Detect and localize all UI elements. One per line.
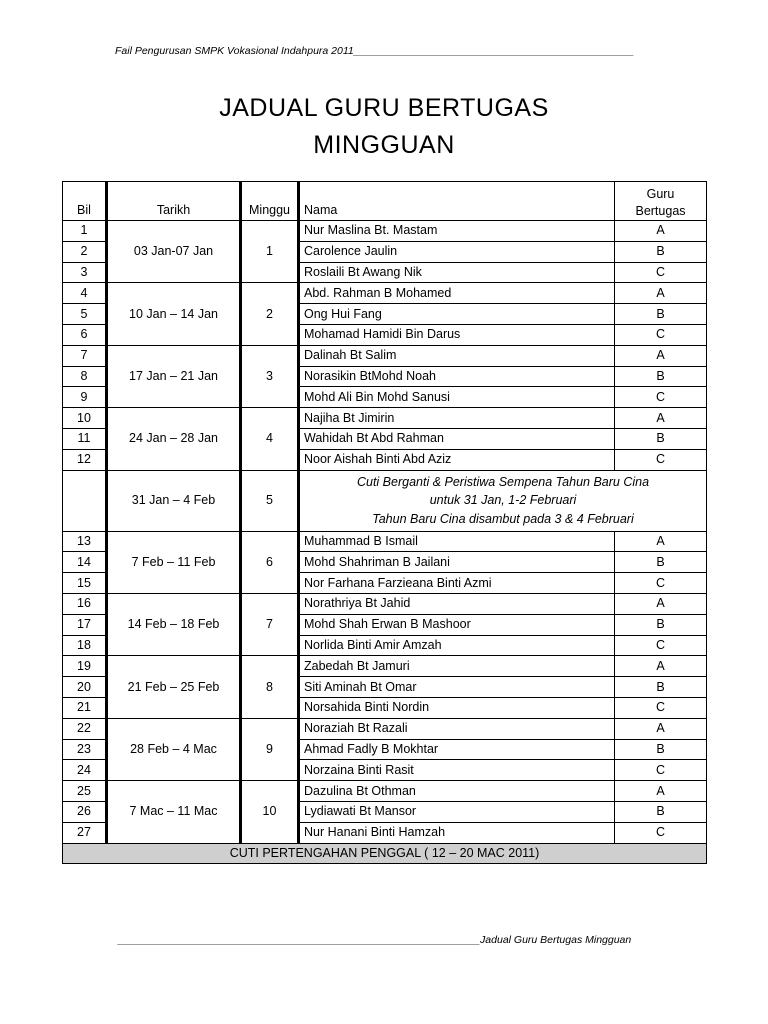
row-bil: 25 [63,781,107,802]
table-header-row [63,182,707,221]
row-bil: 26 [63,801,107,822]
header-guru-bertugas [615,182,707,221]
week-minggu: 7 [241,593,299,655]
row-guru-bertugas: A [615,781,707,802]
row-nama: Nur Hanani Binti Hamzah [299,822,615,843]
row-nama: Zabedah Bt Jamuri [299,656,615,677]
row-guru-bertugas: C [615,635,707,656]
header-bil: Bil [63,182,107,221]
week-tarikh: 17 Jan – 21 Jan [107,345,241,407]
row-nama: Ong Hui Fang [299,304,615,325]
row-bil: 7 [63,345,107,366]
row-nama: Nor Farhana Farzieana Binti Azmi [299,573,615,594]
row-nama: Dazulina Bt Othman [299,781,615,802]
row-bil: 1 [63,221,107,242]
schedule-body [63,221,707,864]
week-minggu: 2 [241,283,299,345]
row-bil: 8 [63,366,107,387]
week-minggu: 5 [241,470,299,531]
row-guru-bertugas: A [615,718,707,739]
row-bil: 6 [63,324,107,345]
row-bil: 21 [63,697,107,718]
row-nama: Carolence Jaulin [299,241,615,262]
holiday-note-line: untuk 31 Jan, 1-2 Februari [429,493,577,508]
week-tarikh: 10 Jan – 14 Jan [107,283,241,345]
midterm-break-row [63,843,707,864]
week-tarikh: 14 Feb – 18 Feb [107,593,241,655]
row-guru-bertugas: A [615,221,707,242]
row-guru-bertugas: C [615,449,707,470]
week-minggu: 1 [241,221,299,283]
row-nama: Mohd Shahriman B Jailani [299,552,615,573]
row-guru-bertugas: C [615,760,707,781]
row-bil: 16 [63,593,107,614]
week-minggu: 9 [241,718,299,780]
table-row [63,593,707,614]
row-guru-bertugas: C [615,697,707,718]
row-bil: 18 [63,635,107,656]
holiday-note-line: Cuti Berganti & Peristiwa Sempena Tahun Baru Cina [356,474,650,489]
row-nama: Norasikin BtMohd Noah [299,366,615,387]
row-bil: 14 [63,552,107,573]
table-row [63,408,707,429]
holiday-note [299,470,707,531]
row-bil: 9 [63,387,107,408]
row-guru-bertugas: B [615,552,707,573]
row-nama: Wahidah Bt Abd Rahman [299,428,615,449]
week-tarikh: 31 Jan – 4 Feb [107,470,241,531]
week-tarikh: 28 Feb – 4 Mac [107,718,241,780]
row-guru-bertugas: B [615,801,707,822]
row-bil: 10 [63,408,107,429]
document-header: Fail Pengurusan SMPK Vokasional Indahpura 2011________________________________________________ [115,45,635,57]
row-bil: 20 [63,677,107,698]
row-nama: Siti Aminah Bt Omar [299,677,615,698]
header-tarikh: Tarikh [107,182,241,221]
week-tarikh: 21 Feb – 25 Feb [107,656,241,718]
row-nama: Norlida Binti Amir Amzah [299,635,615,656]
row-bil: 5 [63,304,107,325]
row-guru-bertugas: B [615,428,707,449]
row-bil: 19 [63,656,107,677]
row-guru-bertugas: A [615,408,707,429]
header-guru-line2: Bertugas [635,204,686,218]
row-nama: Noor Aishah Binti Abd Aziz [299,449,615,470]
document-subtitle: MINGGUAN [313,131,455,159]
row-nama: Mohd Ali Bin Mohd Sanusi [299,387,615,408]
row-nama: Lydiawati Bt Mansor [299,801,615,822]
row-bil: 22 [63,718,107,739]
table-row [63,781,707,802]
week-tarikh: 7 Mac – 11 Mac [107,781,241,843]
row-guru-bertugas: C [615,387,707,408]
row-nama: Dalinah Bt Salim [299,345,615,366]
row-guru-bertugas: B [615,304,707,325]
row-guru-bertugas: A [615,345,707,366]
week-minggu: 3 [241,345,299,407]
table-row [63,656,707,677]
table-row [63,345,707,366]
header-nama: Nama [299,182,615,221]
row-nama: Noraziah Bt Razali [299,718,615,739]
row-guru-bertugas: B [615,366,707,387]
table-row [63,221,707,242]
row-guru-bertugas: A [615,656,707,677]
row-nama: Nur Maslina Bt. Mastam [299,221,615,242]
row-guru-bertugas: C [615,822,707,843]
row-nama: Norathriya Bt Jahid [299,593,615,614]
document-title: JADUAL GURU BERTUGAS [219,94,549,122]
row-bil: 12 [63,449,107,470]
row-nama: Mohd Shah Erwan B Mashoor [299,614,615,635]
week-tarikh: 03 Jan-07 Jan [107,221,241,283]
row-bil [63,470,107,531]
row-nama: Norzaina Binti Rasit [299,760,615,781]
table-row [63,531,707,552]
row-guru-bertugas: B [615,614,707,635]
row-bil: 4 [63,283,107,304]
row-nama: Ahmad Fadly B Mokhtar [299,739,615,760]
row-nama: Norsahida Binti Nordin [299,697,615,718]
row-guru-bertugas: C [615,262,707,283]
holiday-row [63,470,707,531]
row-guru-bertugas: B [615,739,707,760]
row-bil: 13 [63,531,107,552]
week-minggu: 8 [241,656,299,718]
document-footer: ______________________________________________________________Jadual Guru Bertugas Mingguan [118,934,632,946]
row-nama: Mohamad Hamidi Bin Darus [299,324,615,345]
table-row [63,283,707,304]
row-bil: 2 [63,241,107,262]
week-minggu: 6 [241,531,299,593]
row-guru-bertugas: C [615,324,707,345]
week-minggu: 10 [241,781,299,843]
week-tarikh: 7 Feb – 11 Feb [107,531,241,593]
holiday-note-line: Tahun Baru Cina disambut pada 3 & 4 Februari [372,511,634,526]
midterm-break-label: CUTI PERTENGAHAN PENGGAL ( 12 – 20 MAC 2011) [63,843,707,864]
table-row [63,718,707,739]
row-nama: Roslaili Bt Awang Nik [299,262,615,283]
row-guru-bertugas: B [615,677,707,698]
row-bil: 27 [63,822,107,843]
row-bil: 11 [63,428,107,449]
header-guru-line1: Guru [646,187,675,201]
week-minggu: 4 [241,408,299,470]
row-bil: 17 [63,614,107,635]
row-guru-bertugas: A [615,593,707,614]
row-guru-bertugas: B [615,241,707,262]
row-guru-bertugas: A [615,531,707,552]
row-nama: Abd. Rahman B Mohamed [299,283,615,304]
row-bil: 15 [63,573,107,594]
row-bil: 24 [63,760,107,781]
duty-schedule-table [62,181,707,864]
row-bil: 3 [63,262,107,283]
week-tarikh: 24 Jan – 28 Jan [107,408,241,470]
row-nama: Najiha Bt Jimirin [299,408,615,429]
row-guru-bertugas: C [615,573,707,594]
row-bil: 23 [63,739,107,760]
header-minggu: Minggu [241,182,299,221]
row-nama: Muhammad B Ismail [299,531,615,552]
row-guru-bertugas: A [615,283,707,304]
